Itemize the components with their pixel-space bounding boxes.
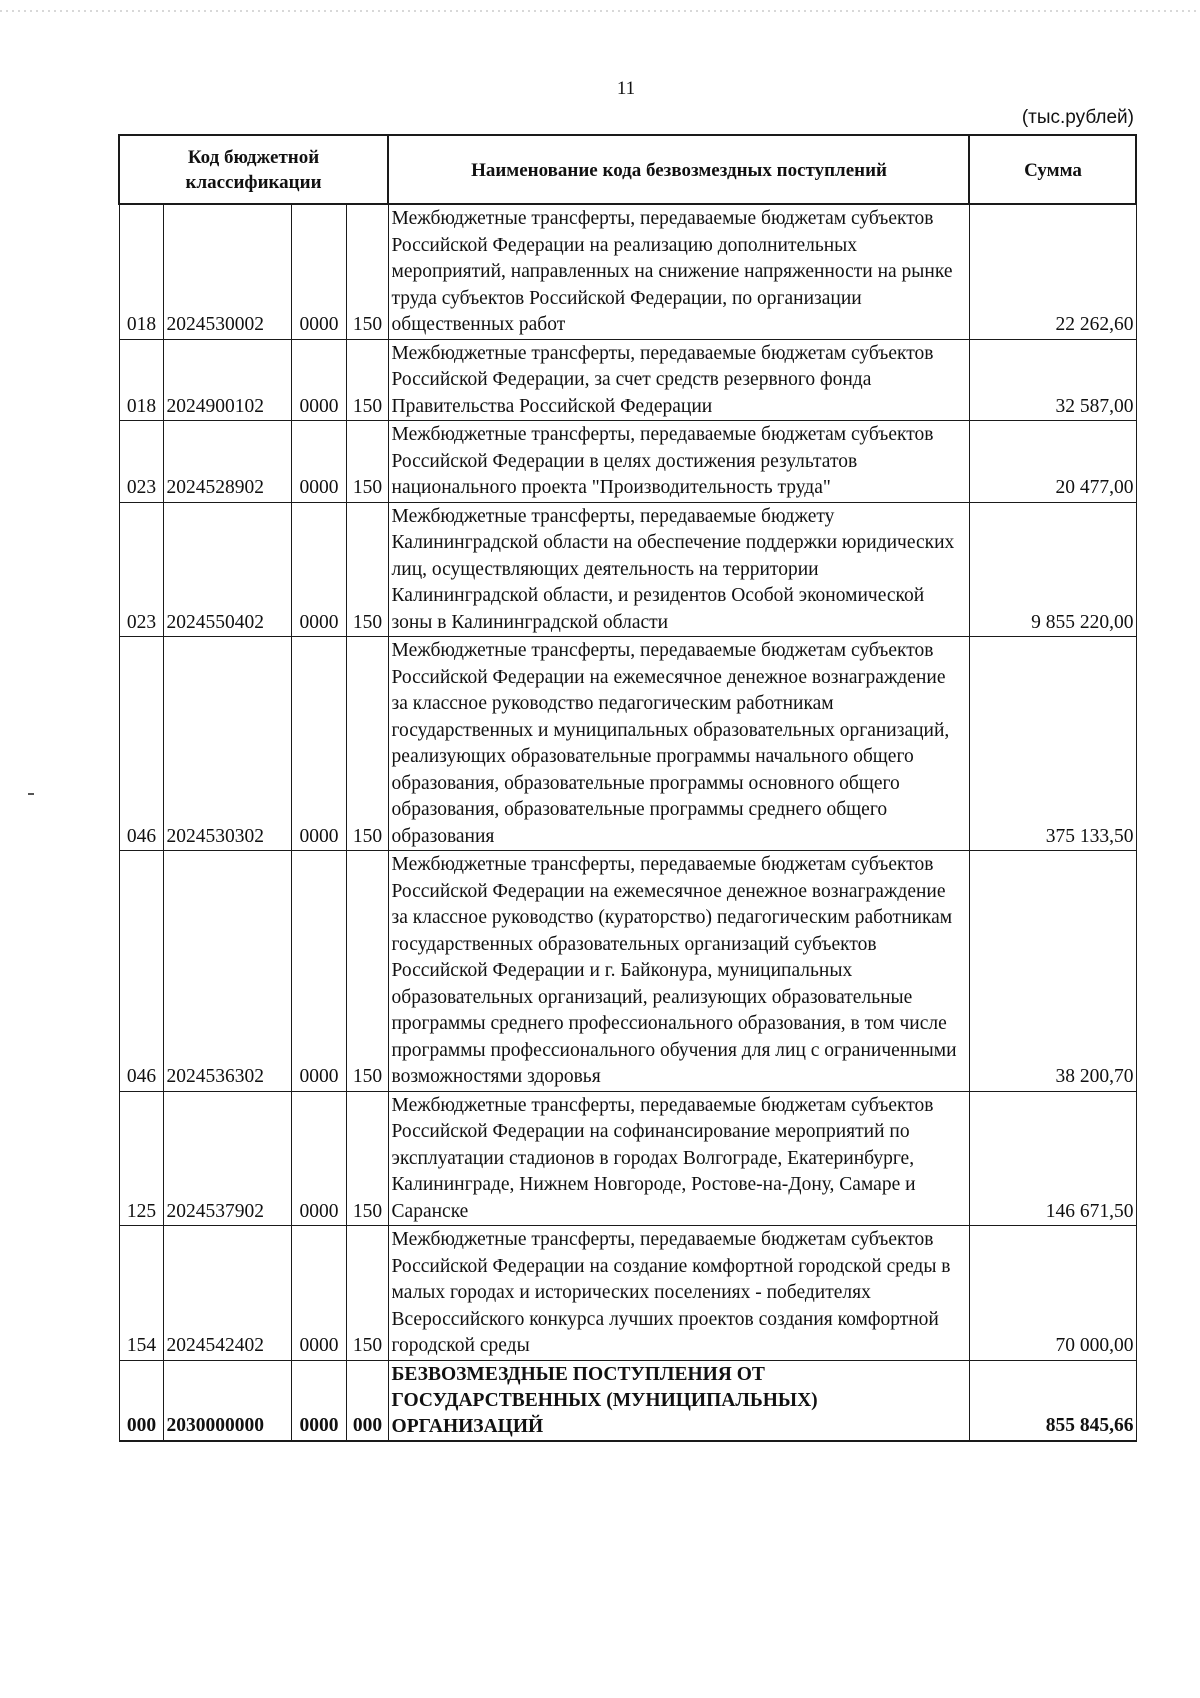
kosgu-code-cell: 150 bbox=[346, 421, 388, 503]
kosgu-code-cell: 150 bbox=[346, 1091, 388, 1226]
kosgu-code-cell: 150 bbox=[346, 204, 388, 339]
revenue-code-cell: 2024550402 bbox=[163, 502, 291, 637]
kosgu-code-cell: 150 bbox=[346, 851, 388, 1092]
sum-cell: 70 000,00 bbox=[969, 1226, 1136, 1361]
name-cell: Межбюджетные трансферты, передаваемые бюджету Калининградской области на обеспечение поддержки юридических лиц, осуществляющих деятельность на территории Калининградской области, и резидентов Особой экономической зоны в Калининградской области bbox=[388, 502, 969, 637]
sum-cell: 146 671,50 bbox=[969, 1091, 1136, 1226]
total-name-cell: БЕЗВОЗМЕЗДНЫЕ ПОСТУПЛЕНИЯ ОТ ГОСУДАРСТВЕННЫХ (МУНИЦИПАЛЬНЫХ) ОРГАНИЗАЦИЙ bbox=[388, 1360, 969, 1441]
table-header-row bbox=[119, 135, 1136, 204]
table-row bbox=[119, 1091, 1136, 1226]
sum-column-header: Сумма bbox=[969, 135, 1136, 204]
table-row bbox=[119, 1226, 1136, 1361]
scan-artifact-top bbox=[0, 10, 1200, 12]
table-row bbox=[119, 339, 1136, 421]
total-program-code-cell: 0000 bbox=[291, 1360, 346, 1441]
sum-cell: 375 133,50 bbox=[969, 637, 1136, 851]
total-sum-cell: 855 845,66 bbox=[969, 1360, 1136, 1441]
program-code-cell: 0000 bbox=[291, 1091, 346, 1226]
name-cell: Межбюджетные трансферты, передаваемые бюджетам субъектов Российской Федерации на софинансирование мероприятий по эксплуатации стадионов в городах Волгограде, Екатеринбурге, Калининграде, Нижнем Новгороде, Ростове-на-Дону, Самаре и Саранске bbox=[388, 1091, 969, 1226]
revenue-code-cell: 2024530002 bbox=[163, 204, 291, 339]
program-code-cell: 0000 bbox=[291, 339, 346, 421]
admin-code-cell: 046 bbox=[119, 851, 163, 1092]
table-row bbox=[119, 204, 1136, 339]
total-revenue-code-cell: 2030000000 bbox=[163, 1360, 291, 1441]
program-code-cell: 0000 bbox=[291, 421, 346, 503]
admin-code-cell: 154 bbox=[119, 1226, 163, 1361]
kosgu-code-cell: 150 bbox=[346, 637, 388, 851]
table-row bbox=[119, 851, 1136, 1092]
sum-cell: 38 200,70 bbox=[969, 851, 1136, 1092]
scan-artifact-mark bbox=[28, 793, 34, 795]
revenue-code-cell: 2024528902 bbox=[163, 421, 291, 503]
program-code-cell: 0000 bbox=[291, 502, 346, 637]
table-row bbox=[119, 637, 1136, 851]
name-cell: Межбюджетные трансферты, передаваемые бюджетам субъектов Российской Федерации на ежемесячное денежное вознаграждение за классное руководство (кураторство) педагогическим работникам государственных образовательных организаций субъектов Российской Федерации и г. Байконура, муниципальных образовательных организаций, реализующих образовательные программы среднего профессионального образования, в том числе программы профессионального обучения для лиц с ограниченными возможностями здоровья bbox=[388, 851, 969, 1092]
program-code-cell: 0000 bbox=[291, 1226, 346, 1361]
sum-cell: 20 477,00 bbox=[969, 421, 1136, 503]
total-admin-code-cell: 000 bbox=[119, 1360, 163, 1441]
kosgu-code-cell: 150 bbox=[346, 339, 388, 421]
table-row bbox=[119, 421, 1136, 503]
name-cell: Межбюджетные трансферты, передаваемые бюджетам субъектов Российской Федерации на реализацию дополнительных мероприятий, направленных на снижение напряженности на рынке труда субъектов Российской Федерации, по организации общественных работ bbox=[388, 204, 969, 339]
name-cell: Межбюджетные трансферты, передаваемые бюджетам субъектов Российской Федерации, за счет средств резервного фонда Правительства Российской Федерации bbox=[388, 339, 969, 421]
budget-table bbox=[118, 134, 1137, 1442]
admin-code-cell: 023 bbox=[119, 502, 163, 637]
program-code-cell: 0000 bbox=[291, 204, 346, 339]
revenue-code-cell: 2024542402 bbox=[163, 1226, 291, 1361]
name-cell: Межбюджетные трансферты, передаваемые бюджетам субъектов Российской Федерации на ежемесячное денежное вознаграждение за классное руководство педагогическим работникам государственных и муниципальных образовательных организаций, реализующих образовательные программы начального общего образования, образовательные программы основного общего образования, образовательные программы среднего общего образования bbox=[388, 637, 969, 851]
admin-code-cell: 125 bbox=[119, 1091, 163, 1226]
admin-code-cell: 018 bbox=[119, 204, 163, 339]
program-code-cell: 0000 bbox=[291, 851, 346, 1092]
kosgu-code-cell: 150 bbox=[346, 1226, 388, 1361]
total-row bbox=[119, 1360, 1136, 1441]
revenue-code-cell: 2024900102 bbox=[163, 339, 291, 421]
name-column-header: Наименование кода безвозмездных поступлений bbox=[388, 135, 969, 204]
sum-cell: 9 855 220,00 bbox=[969, 502, 1136, 637]
name-cell: Межбюджетные трансферты, передаваемые бюджетам субъектов Российской Федерации на создание комфортной городской среды в малых городах и исторических поселениях - победителях Всероссийского конкурса лучших проектов создания комфортной городской среды bbox=[388, 1226, 969, 1361]
program-code-cell: 0000 bbox=[291, 637, 346, 851]
units-label: (тыс.рублей) bbox=[1021, 107, 1134, 128]
admin-code-cell: 023 bbox=[119, 421, 163, 503]
admin-code-cell: 046 bbox=[119, 637, 163, 851]
sum-cell: 22 262,60 bbox=[969, 204, 1136, 339]
sum-cell: 32 587,00 bbox=[969, 339, 1136, 421]
revenue-code-cell: 2024537902 bbox=[163, 1091, 291, 1226]
page-number: 11 bbox=[616, 78, 636, 99]
revenue-code-cell: 2024536302 bbox=[163, 851, 291, 1092]
total-kosgu-code-cell: 000 bbox=[346, 1360, 388, 1441]
admin-code-cell: 018 bbox=[119, 339, 163, 421]
code-column-header: Код бюджетной классификации bbox=[119, 135, 388, 204]
table-row bbox=[119, 502, 1136, 637]
revenue-code-cell: 2024530302 bbox=[163, 637, 291, 851]
kosgu-code-cell: 150 bbox=[346, 502, 388, 637]
name-cell: Межбюджетные трансферты, передаваемые бюджетам субъектов Российской Федерации в целях достижения результатов национального проекта "Производительность труда" bbox=[388, 421, 969, 503]
